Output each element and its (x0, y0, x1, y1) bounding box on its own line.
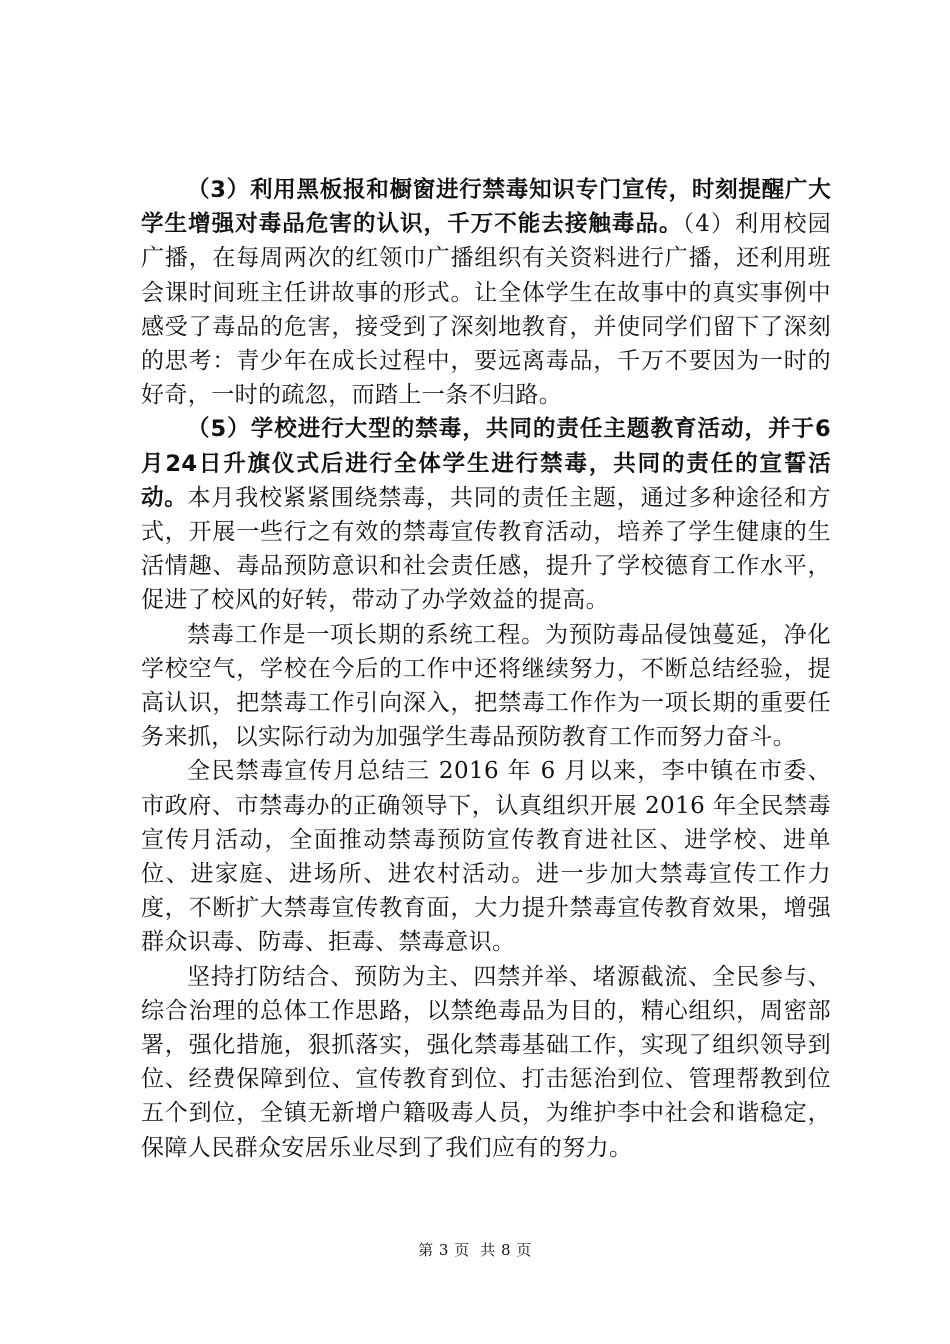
paragraph-2-heading: （5）学校进行大型的禁毒，共同的责任主题教育活动，并于6月24日升旗仪式后进行全体学生进行禁毒，共同的责任的宣誓活动。 (141, 416, 831, 511)
paragraph-5 (141, 960, 831, 1165)
paragraph-1-text: （4）利用校园广播，在每周两次的红领巾广播组织有关资料进行广播，还利用班会课时间班主任讲故事的形式。让全体学生在故事中的真实事例中感受了毒品的危害，接受到了深刻地教育，并使同学们留下了深刻的思考：青少年在成长过程中，要远离毒品，千万不要因为一时的好奇，一时的疏忽，而踏上一条不归路。 (141, 211, 831, 409)
document-body (141, 173, 831, 1165)
paragraph-5-text: 坚持打防结合、预防为主、四禁并举、堵源截流、全民参与、综合治理的总体工作思路，以禁绝毒品为目的，精心组织，周密部署，强化措施，狠抓落实，强化禁毒基础工作，实现了组织领导到位、经费保障到位、宣传教育到位、打击惩治到位、管理帮教到位五个到位，全镇无新增户籍吸毒人员，为维护李中社会和谐稳定，保障人民群众安居乐业尽到了我们应有的努力。 (141, 963, 831, 1161)
paragraph-1-heading: （3）利用黑板报和橱窗进行禁毒知识专门宣传，时刻提醒广大学生增强对毒品危害的认识，千万不能去接触毒品。 (141, 177, 831, 238)
paragraph-4 (141, 754, 831, 959)
paragraph-3-text: 禁毒工作是一项长期的系统工程。为预防毒品侵蚀蔓延，净化学校空气，学校在今后的工作中还将继续努力，不断总结经验，提高认识，把禁毒工作引向深入，把禁毒工作作为一项长期的重要任务来抓，以实际行动为加强学生毒品预防教育工作而努力奋斗。 (141, 621, 831, 751)
page-number: 第 3 页 共 8 页 (418, 1241, 532, 1259)
paragraph-3 (141, 618, 831, 755)
page-footer (0, 1240, 950, 1260)
paragraph-2 (141, 412, 831, 617)
paragraph-1 (141, 173, 831, 412)
paragraph-2-text: 本月我校紧紧围绕禁毒，共同的责任主题，通过多种途径和方式，开展一些行之有效的禁毒宣传教育活动，培养了学生健康的生活情趣、毒品预防意识和社会责任感，提升了学校德育工作水平，促进了校风的好转，带动了办学效益的提高。 (141, 484, 831, 614)
paragraph-4-text: 全民禁毒宣传月总结三 2016 年 6 月以来，李中镇在市委、市政府、市禁毒办的正确领导下，认真组织开展 2016 年全民禁毒宣传月活动，全面推动禁毒预防宣传教育进社区、进学校、进单位、进家庭、进场所、进农村活动。进一步加大禁毒宣传工作力度，不断扩大禁毒宣传教育面，大力提升禁毒宣传教育效果，增强群众识毒、防毒、拒毒、禁毒意识。 (141, 758, 831, 956)
